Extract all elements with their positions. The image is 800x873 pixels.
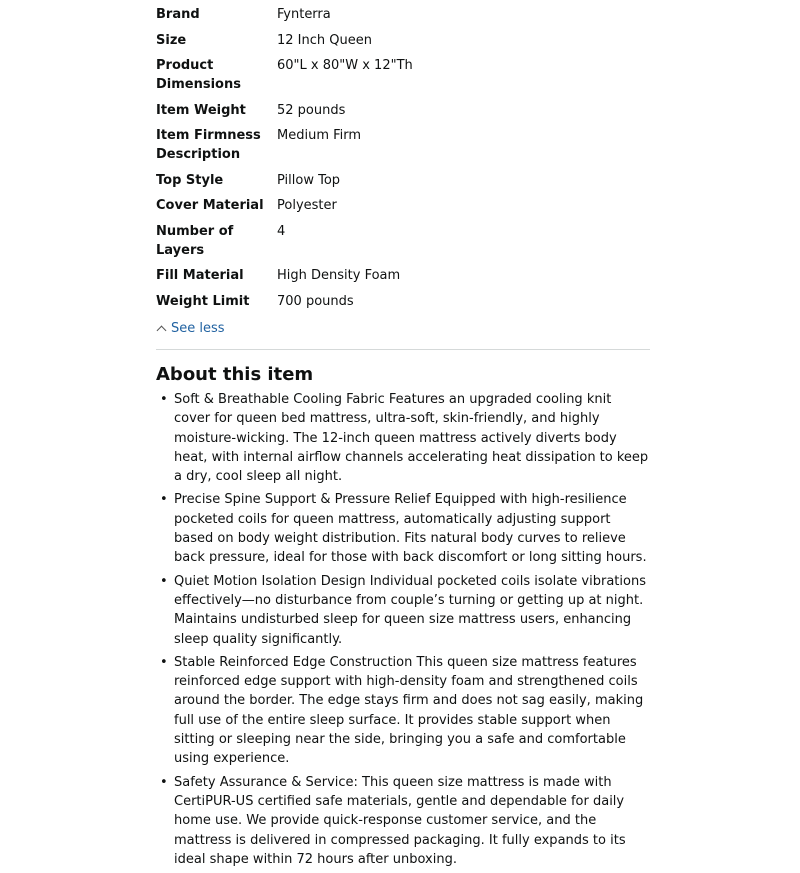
spec-row-item-weight <box>156 101 650 120</box>
spec-label: Cover Material <box>156 198 264 213</box>
chevron-up-icon <box>157 326 167 336</box>
spec-row-product-dimensions <box>156 56 650 94</box>
bullet-text: Safety Assurance & Service: This queen size mattress is made with CertiPUR-US certified safe materials, gentle and dependable for daily home use. We provide quick-response customer service, and the mattress is delivered in compressed packaging. It fully expands to its ideal shape within 72 hours after unboxing. <box>174 774 626 867</box>
bullet-icon: • <box>160 654 168 670</box>
spec-value: Fynterra <box>277 7 331 22</box>
spec-label: Size <box>156 32 187 48</box>
bullet-text: Quiet Motion Isolation Design Individual pocketed coils isolate vibrations effectively—no disturbance from couple’s turning or getting up at night. Maintains undisturbed sleep for queen size mattress users, enhancing sleep quality significantly. <box>174 573 646 647</box>
spec-row-number-of-layers <box>156 222 650 260</box>
spec-row-top-style <box>156 171 650 190</box>
spec-value: 4 <box>277 223 286 239</box>
bullet-icon: • <box>160 774 168 790</box>
spec-value: 700 pounds <box>277 293 354 309</box>
see-less-link[interactable] <box>156 319 225 338</box>
spec-label: Fill Material <box>156 268 244 283</box>
spec-row-brand <box>156 5 650 24</box>
bullet-icon: • <box>160 392 168 407</box>
section-divider <box>156 349 650 350</box>
spec-label: Weight Limit <box>156 293 250 309</box>
spec-label: Number of Layers <box>156 223 234 258</box>
list-item <box>156 653 650 769</box>
spec-row-fill-material <box>156 266 650 285</box>
spec-value: Polyester <box>277 198 337 213</box>
list-item <box>156 390 650 486</box>
bullet-icon: • <box>160 573 168 589</box>
list-item <box>156 773 650 869</box>
spec-value: High Density Foam <box>277 268 401 283</box>
spec-value: Medium Firm <box>277 128 362 143</box>
spec-row-size <box>156 31 650 50</box>
spec-label: Item Weight <box>156 102 246 118</box>
list-item <box>156 572 650 649</box>
see-less-label: See less <box>171 321 225 336</box>
list-item <box>156 490 650 567</box>
spec-value: Pillow Top <box>277 172 341 188</box>
spec-value: 60"L x 80"W x 12"Th <box>277 58 413 73</box>
bullet-text: Soft & Breathable Cooling Fabric Features an upgraded cooling knit cover for queen bed mattress, ultra-soft, skin-friendly, and highly moisture-wicking. The 12-inch queen mattress actively diverts body heat, with internal airflow channels accelerating heat dissipation to keep a dry, cool sleep all night. <box>174 392 649 485</box>
bullet-text: Stable Reinforced Edge Construction This queen size mattress features reinforced edge support with high-density foam and strengthened coils around the border. The edge stays firm and does not sag easily, making full use of the entire sleep surface. It provides stable support when sitting or sleeping near the side, bringing you a safe and comfortable using experience. <box>174 654 644 767</box>
spec-label: Brand <box>156 7 200 22</box>
spec-row-weight-limit <box>156 292 650 311</box>
spec-label: Product Dimensions <box>156 58 241 92</box>
spec-value: 52 pounds <box>277 102 346 118</box>
product-specs-table <box>156 0 650 317</box>
spec-label: Item Firmness Description <box>156 128 261 162</box>
spec-value: 12 Inch Queen <box>277 32 372 48</box>
bullet-text: Precise Spine Support & Pressure Relief Equipped with high-resilience pocketed coils for queen mattress, automatically adjusting support based on body weight distribution. Fits natural body curves to relieve back pressure, ideal for those with back discomfort or long sitting hours. <box>174 492 647 566</box>
bullet-icon: • <box>160 492 168 508</box>
about-this-item-heading: About this item <box>156 364 314 385</box>
product-details-panel <box>156 0 650 873</box>
spec-row-cover-material <box>156 196 650 215</box>
about-bullets-list <box>156 390 650 869</box>
spec-row-item-firmness <box>156 126 650 164</box>
spec-label: Top Style <box>156 172 224 188</box>
